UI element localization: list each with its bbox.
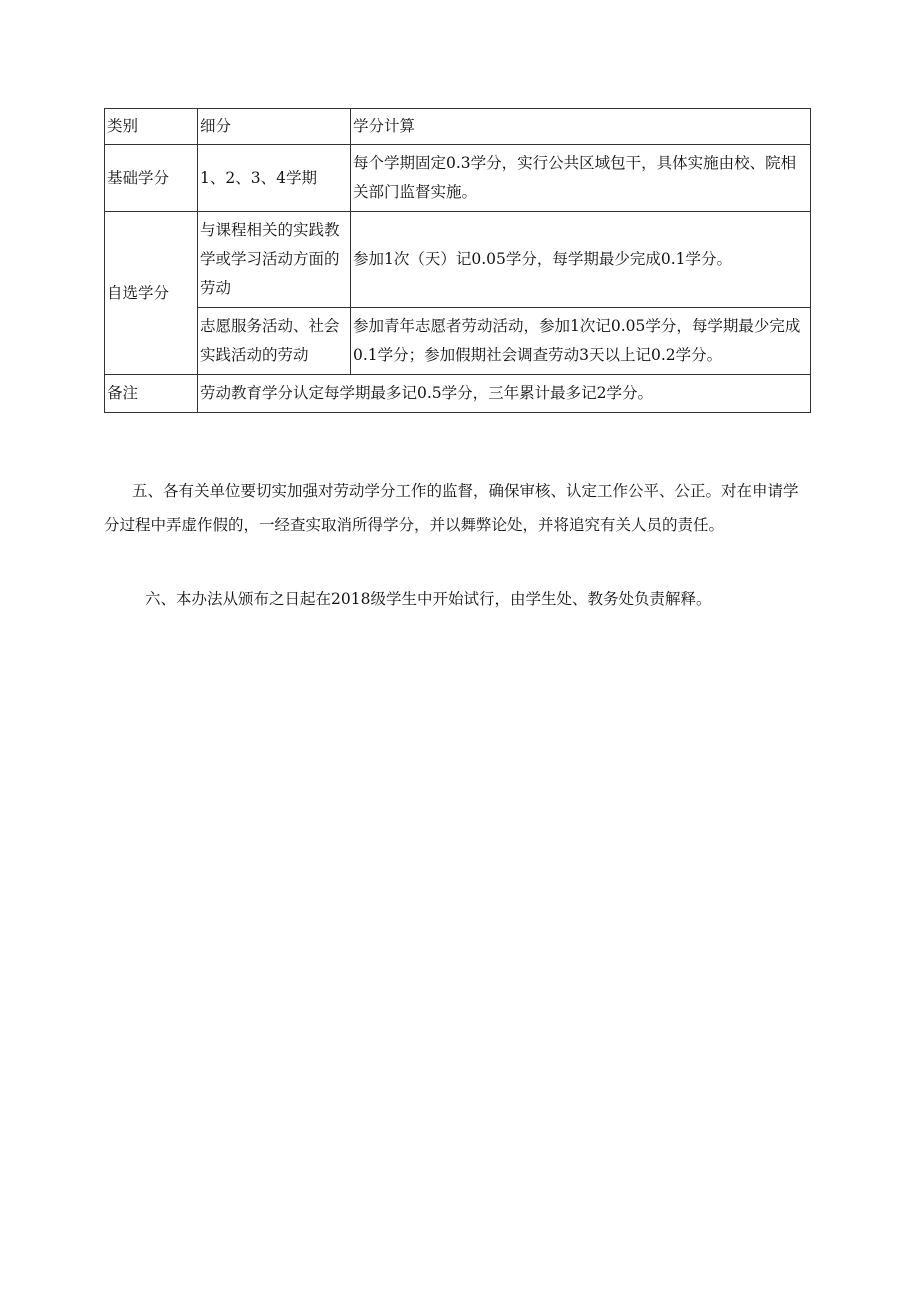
paragraph-section-5: 五、各有关单位要切实加强对劳动学分工作的监督，确保审核、认定工作公平、公正。对在申请学分过程中弄虚作假的，一经查实取消所得学分，并以舞弊论处，并将追究有关人员的责任。 bbox=[104, 482, 799, 534]
cell-calculation: 每个学期固定0.3学分，实行公共区域包干，具体实施由校、院相关部门监督实施。 bbox=[351, 145, 811, 212]
header-subdivision: 细分 bbox=[198, 109, 351, 145]
note-text: 劳动教育学分认定每学期最多记0.5学分，三年累计最多记2学分。 bbox=[198, 375, 811, 413]
cell-subdivision: 志愿服务活动、社会实践活动的劳动 bbox=[198, 308, 351, 375]
cell-subdivision: 1、2、3、4学期 bbox=[198, 145, 351, 212]
table-header-row bbox=[105, 109, 811, 145]
paragraph-section-6: 六、本办法从颁布之日起在2018级学生中开始试行，由学生处、教务处负责解释。 bbox=[145, 590, 712, 608]
cell-subdivision: 与课程相关的实践教学或学习活动方面的劳动 bbox=[198, 212, 351, 308]
table-row bbox=[105, 145, 811, 212]
table-row bbox=[105, 212, 811, 308]
note-label: 备注 bbox=[105, 375, 198, 413]
table-note-row bbox=[105, 375, 811, 413]
cell-category: 基础学分 bbox=[105, 145, 198, 212]
header-category: 类别 bbox=[105, 109, 198, 145]
header-calculation: 学分计算 bbox=[351, 109, 811, 145]
cell-category: 自选学分 bbox=[105, 212, 198, 375]
cell-calculation: 参加1次（天）记0.05学分，每学期最少完成0.1学分。 bbox=[351, 212, 811, 308]
table-row bbox=[105, 308, 811, 375]
labor-credit-table bbox=[104, 108, 811, 413]
cell-calculation: 参加青年志愿者劳动活动，参加1次记0.05学分，每学期最少完成0.1学分；参加假期社会调查劳动3天以上记0.2学分。 bbox=[351, 308, 811, 375]
